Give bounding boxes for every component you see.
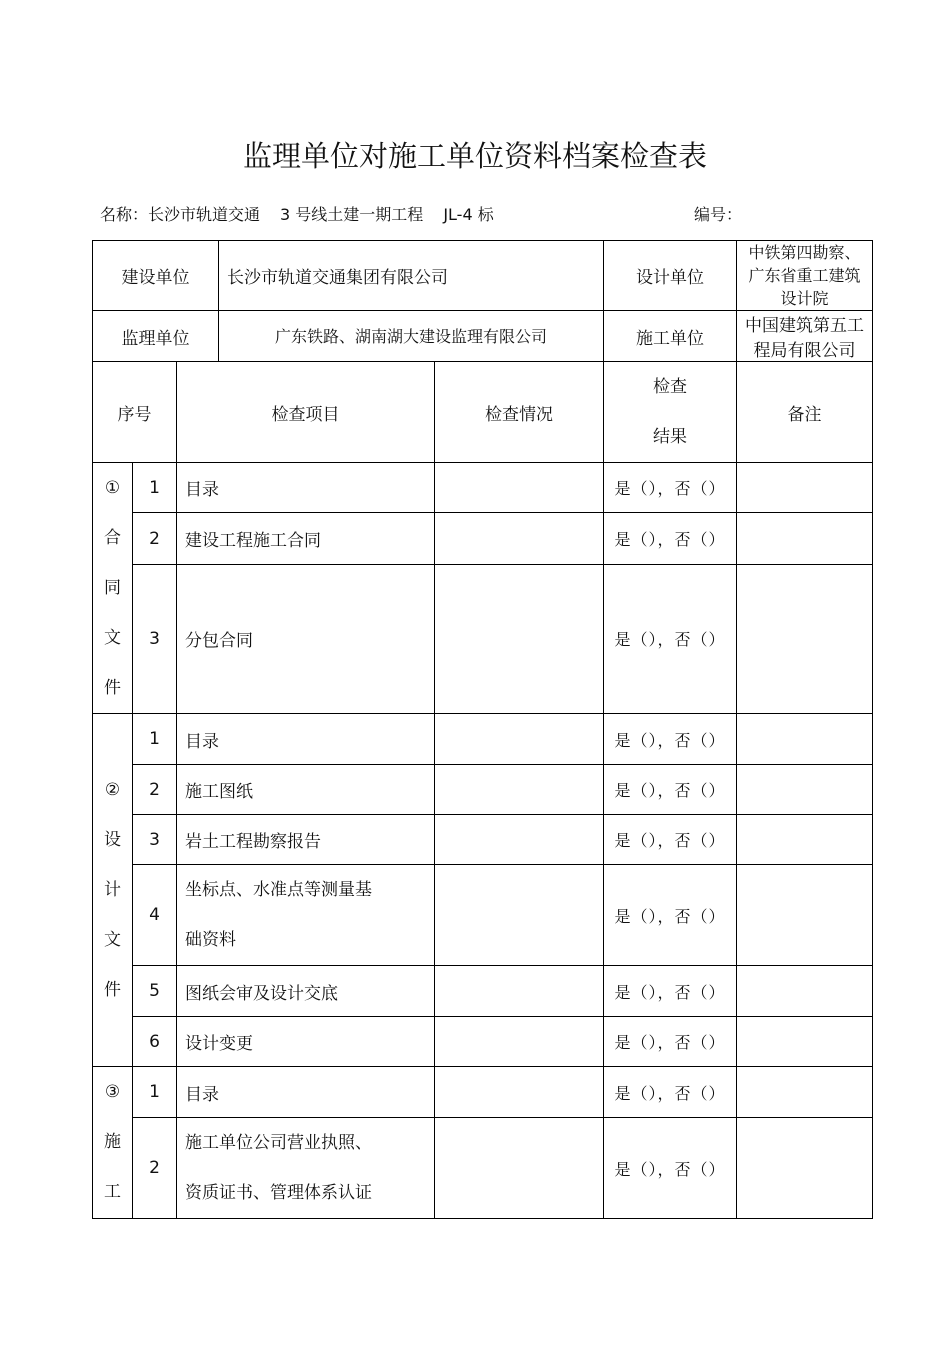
row-item-line2: 资质证书、管理体系认证 [185, 1183, 372, 1203]
row-status [435, 1017, 604, 1067]
row-status [435, 564, 604, 713]
name-part2: 3 号线土建一期工程 [280, 205, 424, 224]
section-2-label [93, 714, 133, 1067]
header-result-line1: 检查 [653, 377, 688, 397]
section-3-char: 工 [104, 1182, 121, 1202]
row-number: 2 [133, 765, 177, 815]
designer-label: 设计单位 [604, 241, 737, 311]
row-status [435, 513, 604, 564]
supervisor-value: 广东铁路、湖南湖大建设监理有限公司 [219, 311, 604, 362]
row-item-line2: 础资料 [185, 930, 236, 950]
section-1-char: 同 [104, 578, 121, 598]
row-status [435, 1118, 604, 1219]
row-remark [737, 1017, 873, 1067]
row-number: 6 [133, 1017, 177, 1067]
designer-value: 中铁第四勘察、广东省重工建筑设计院 [737, 241, 873, 311]
row-item: 目录 [177, 463, 435, 513]
row-status [435, 966, 604, 1017]
header-seq: 序号 [93, 362, 177, 463]
supervisor-label: 监理单位 [93, 311, 219, 362]
row-remark [737, 1067, 873, 1118]
row-remark [737, 513, 873, 564]
section-2-char: ② [104, 780, 121, 800]
row-result: 是（），否（） [604, 564, 737, 713]
row-result: 是（），否（） [604, 1017, 737, 1067]
row-number: 2 [133, 513, 177, 564]
project-name-line [100, 202, 494, 225]
row-item: 施工图纸 [177, 765, 435, 815]
row-number: 1 [133, 714, 177, 765]
row-item: 图纸会审及设计交底 [177, 966, 435, 1017]
row-number: 5 [133, 966, 177, 1017]
row-remark [737, 1118, 873, 1219]
section-1-char: 文 [104, 628, 121, 648]
row-remark [737, 765, 873, 815]
name-part3: JL-4 标 [443, 205, 494, 224]
row-number: 1 [133, 463, 177, 513]
row-item: 岩土工程勘察报告 [177, 815, 435, 865]
section-1-char: 合 [104, 528, 121, 548]
row-result: 是（），否（） [604, 1067, 737, 1118]
row-item [177, 865, 435, 966]
row-status [435, 1067, 604, 1118]
section-1-label [93, 463, 133, 714]
section-2-char: 件 [104, 980, 121, 1000]
section-2-char: 计 [104, 880, 121, 900]
row-status [435, 463, 604, 513]
header-remark: 备注 [737, 362, 873, 463]
name-label: 名称： [100, 205, 149, 224]
row-result: 是（），否（） [604, 463, 737, 513]
section-1-char: 件 [104, 678, 121, 698]
builder-label: 建设单位 [93, 241, 219, 311]
page-title: 监理单位对施工单位资料档案检查表 [242, 139, 707, 173]
header-result [604, 362, 737, 463]
name-part1: 长沙市轨道交通 [148, 205, 261, 224]
row-result: 是（），否（） [604, 966, 737, 1017]
row-item: 设计变更 [177, 1017, 435, 1067]
row-remark [737, 966, 873, 1017]
row-result: 是（），否（） [604, 765, 737, 815]
row-number: 4 [133, 865, 177, 966]
row-item-line1: 施工单位公司营业执照、 [185, 1133, 372, 1153]
row-item: 目录 [177, 714, 435, 765]
header-result-line2: 结果 [653, 427, 688, 447]
section-3-char: ③ [104, 1082, 121, 1102]
row-number: 3 [133, 815, 177, 865]
inspection-table [92, 240, 873, 1219]
section-2-char: 设 [104, 830, 121, 850]
row-remark [737, 815, 873, 865]
row-remark [737, 865, 873, 966]
header-status: 检查情况 [435, 362, 604, 463]
row-item: 目录 [177, 1067, 435, 1118]
row-status [435, 765, 604, 815]
row-remark [737, 463, 873, 513]
row-status [435, 865, 604, 966]
row-item-line1: 坐标点、水准点等测量基 [185, 880, 372, 900]
contractor-value: 中国建筑第五工程局有限公司 [737, 311, 873, 362]
row-item [177, 1118, 435, 1219]
header-item: 检查项目 [177, 362, 435, 463]
row-remark [737, 564, 873, 713]
row-result: 是（），否（） [604, 714, 737, 765]
row-status [435, 714, 604, 765]
row-result: 是（），否（） [604, 815, 737, 865]
row-status [435, 815, 604, 865]
contractor-label: 施工单位 [604, 311, 737, 362]
section-3-label [93, 1067, 133, 1219]
builder-value: 长沙市轨道交通集团有限公司 [219, 241, 604, 311]
row-number: 3 [133, 564, 177, 713]
section-1-char: ① [104, 478, 121, 498]
row-result: 是（），否（） [604, 513, 737, 564]
row-number: 1 [133, 1067, 177, 1118]
section-3-char: 施 [104, 1132, 121, 1152]
row-result: 是（），否（） [604, 1118, 737, 1219]
section-2-char: 文 [104, 930, 121, 950]
number-label: 编号： [694, 205, 743, 224]
row-number: 2 [133, 1118, 177, 1219]
row-remark [737, 714, 873, 765]
row-item: 建设工程施工合同 [177, 513, 435, 564]
row-item: 分包合同 [177, 564, 435, 713]
row-result: 是（），否（） [604, 865, 737, 966]
